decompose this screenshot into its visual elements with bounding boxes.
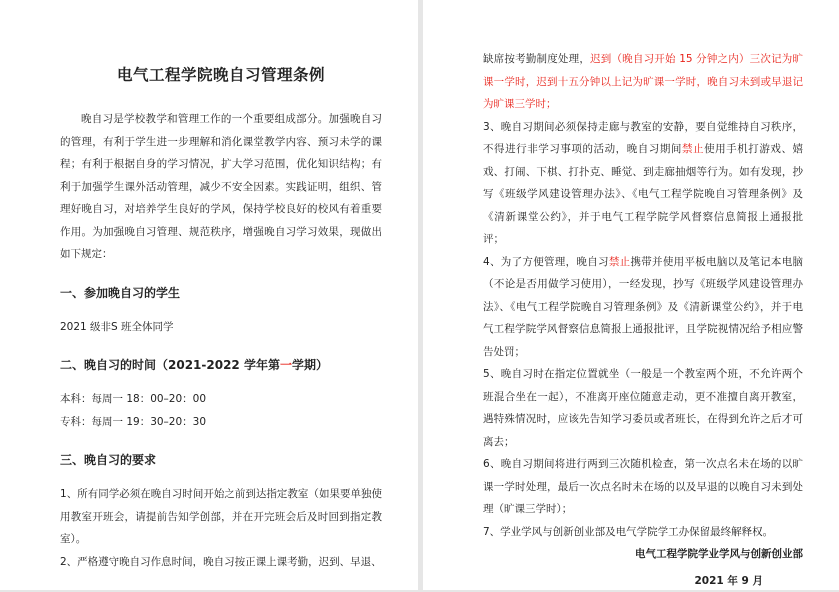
- requirement-3: [483, 116, 803, 251]
- time-college: 专科：每周一 19：30–20：30: [60, 411, 382, 434]
- intro-paragraph: 晚自习是学校教学和管理工作的一个重要组成部分。加强晚自习的管理，有利于学生进一步理解和消化课堂教学内容、预习未学的课程；有利于根据自身的学习情况，扩大学习范围，优化知识结构；有利于加强学生课外活动管理，减少不安全因素。实践证明，组织、管理好晚自习，对培养学生良好的学风，保持学校良好的校风有着重要作用。为加强晚自习管理、规范秩序，增强晚自习学习效果，现做出如下规定：: [60, 108, 382, 266]
- semester-number: 一: [280, 358, 292, 372]
- requirement-7: 7、学业学风与创新创业部及电气学院学工办保留最终解释权。: [483, 521, 803, 544]
- section-heading-time-prefix: 二、晚自习的时间（2021-2022 学年第: [60, 358, 280, 372]
- requirement-2-start: 2、严格遵守晚自习作息时间，晚自习按正课上课考勤，迟到、早退、: [60, 551, 382, 574]
- requirement-3-rest: 使用手机打游戏、嬉戏、打闹、下棋、打扑克、睡觉、到走廊抽烟等行为。如有发现，抄写《班级学风建设管理办法》、《电气工程学院晚自习管理条例》及《清新课堂公约》，并于电气工程学院学风督察信息简报上通报批评；: [483, 143, 803, 245]
- requirement-4: [483, 251, 803, 364]
- requirement-3-text: 3、晚自习期间必须保持走廊与教室的安静，要自觉维持自习秩序，不得进行非学习事项的活动，晚自习期间: [483, 121, 803, 156]
- section-heading-time-suffix: 学期）: [292, 358, 328, 372]
- requirement-4-forbidden: 禁止: [609, 256, 631, 268]
- signature: 电气工程学院学业学风与创新创业部: [483, 543, 803, 566]
- requirement-3-forbidden: 禁止: [682, 143, 704, 155]
- document-page-right: [423, 0, 839, 590]
- signature-date: 2021 年 9 月: [483, 570, 803, 592]
- requirement-5: 5、晚自习时在指定位置就坐（一般是一个教室两个班，不允许两个班混合坐在一起），不准离开座位随意走动，更不准擅自离开教室，遇特殊情况时，应该先告知学习委员或者班长，在得到允许之后才可离去；: [483, 363, 803, 453]
- document-title: 电气工程学院晚自习管理条例: [60, 64, 382, 86]
- section-heading-time: [60, 354, 382, 376]
- section-heading-requirements: 三、晚自习的要求: [60, 449, 382, 471]
- requirement-2-cont-text: 缺席按考勤制度处理，: [483, 53, 590, 65]
- requirement-4-text-b: 携带并使用平板电脑以及笔记本电脑（不论是否用做学习使用），一经发现，抄写《班级学风建设管理办法》、《电气工程学院晚自习管理条例》及《清新课堂公约》，并于电气工程学院学风督察信息简报上通报批评，且学院视情况给予相应警告处罚；: [483, 256, 803, 358]
- requirement-4-text-a: 4、为了方便管理，晚自习: [483, 256, 609, 268]
- participants-text: 2021 级非S 班全体同学: [60, 316, 382, 339]
- document-page-left: [0, 0, 418, 590]
- requirement-2-continued: [483, 48, 803, 116]
- requirement-2-penalty: 迟到（晚自习开始 15 分钟之内）三次记为旷课一学时，迟到十五分钟以上记为旷课一学时，晚自习未到或早退记为旷课三学时；: [483, 53, 803, 110]
- time-undergrad: 本科：每周一 18：00–20：00: [60, 388, 382, 411]
- section-heading-participants: 一、参加晚自习的学生: [60, 282, 382, 304]
- requirement-1: 1、所有同学必须在晚自习时间开始之前到达指定教室（如果要单独使用教室开班会，请提前告知学创部，并在开完班会后及时回到指定教室）。: [60, 483, 382, 551]
- requirement-6: 6、晚自习期间将进行两到三次随机检查，第一次点名未在场的以旷课一学时处理，最后一次点名时未在场的以及早退的以晚自习未到处理（旷课三学时）；: [483, 453, 803, 521]
